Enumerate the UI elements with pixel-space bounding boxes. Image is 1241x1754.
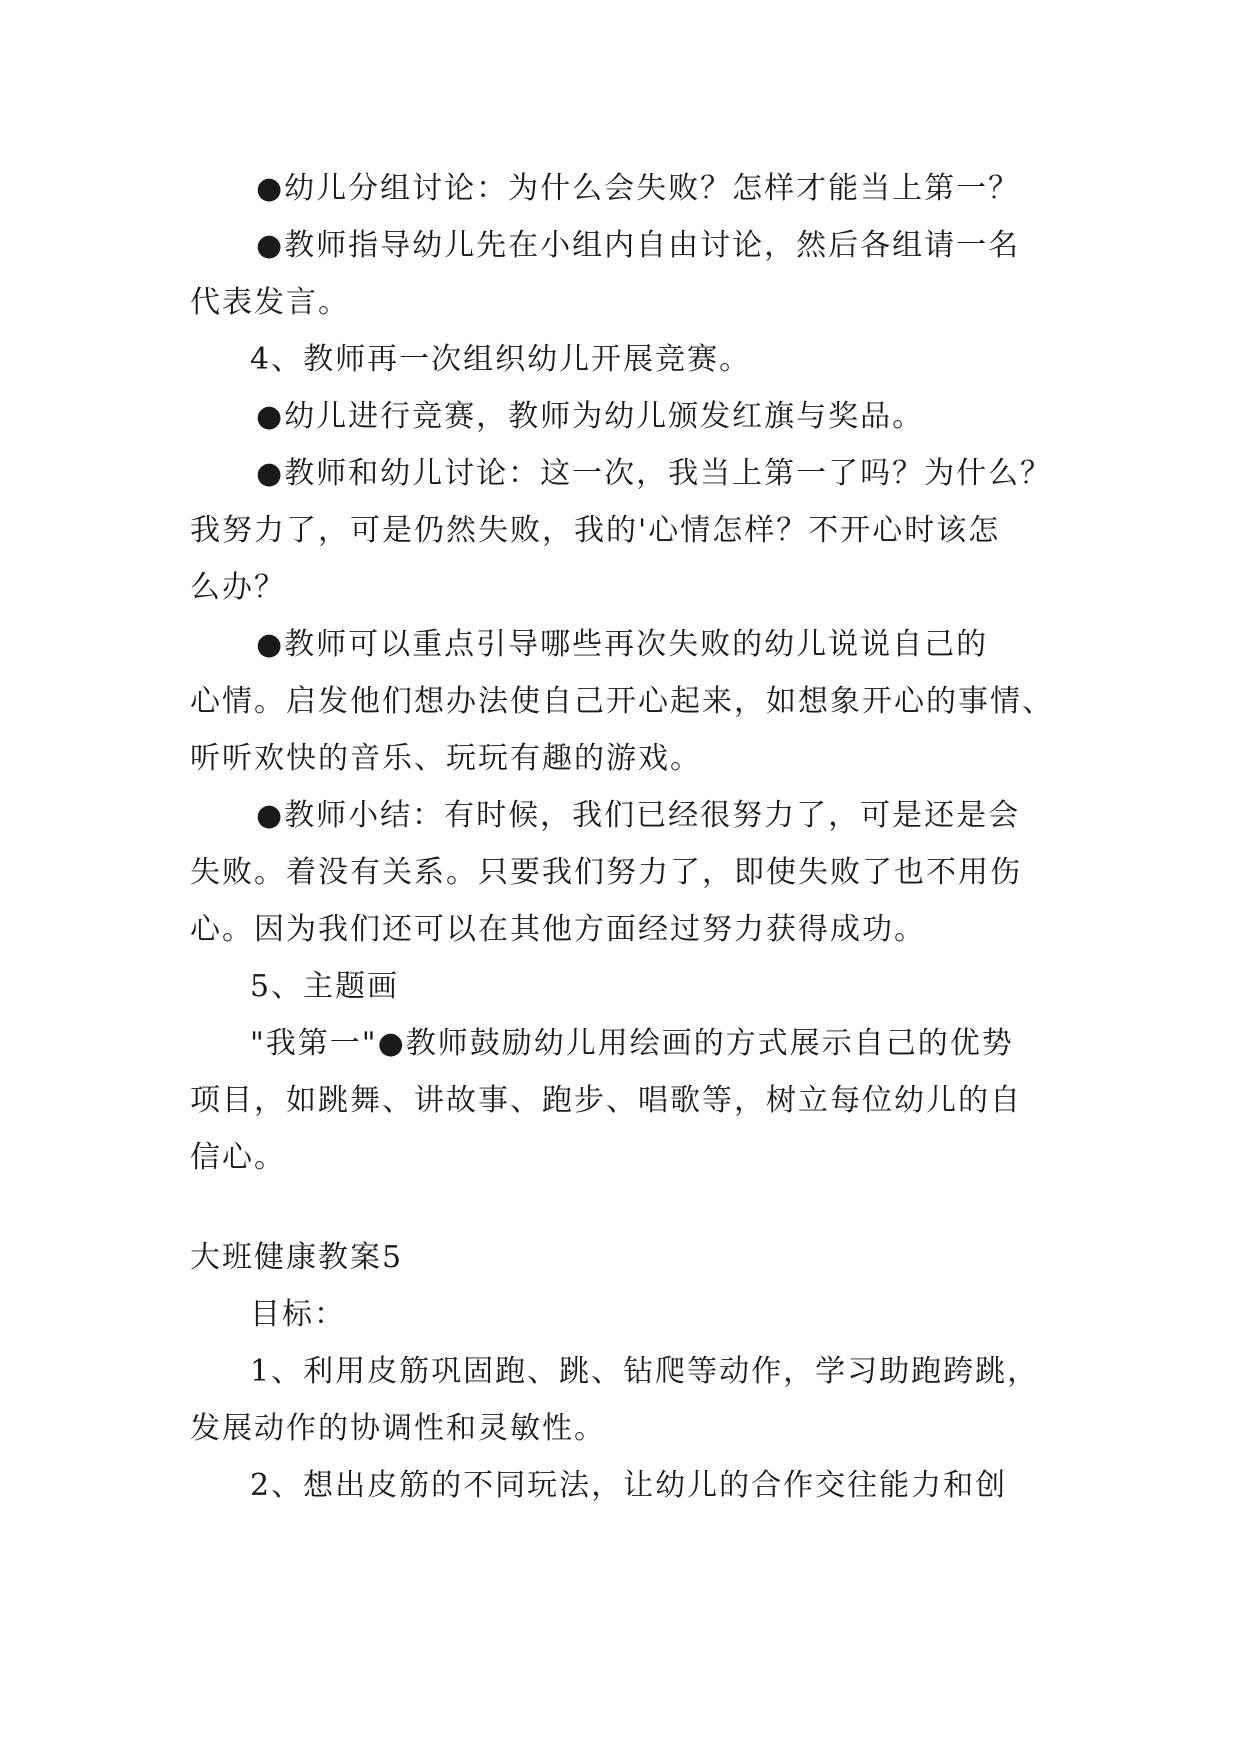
paragraph-line: ●教师小结：有时候，我们已经很努力了，可是还是会	[256, 798, 1021, 833]
paragraph-line: 目标：	[250, 1297, 346, 1332]
paragraph-line: ●教师和幼儿讨论：这一次，我当上第一了吗？为什么？	[256, 456, 1053, 491]
paragraph-line: ●幼儿进行竞赛，教师为幼儿颁发红旗与奖品。	[256, 399, 925, 434]
paragraph-line: 心情。启发他们想办法使自己开心起来，如想象开心的事情、	[190, 684, 1054, 719]
document-page	[190, 160, 1060, 1514]
paragraph-line: 我努力了，可是仍然失败，我的'心情怎样？不开心时该怎	[190, 513, 1001, 548]
paragraph-line: ●教师可以重点引导哪些再次失败的幼儿说说自己的	[256, 627, 989, 662]
paragraph-line: 心。因为我们还可以在其他方面经过努力获得成功。	[190, 912, 926, 947]
paragraph-line: 5、主题画	[250, 969, 400, 1004]
paragraph-line: 么办？	[190, 570, 286, 605]
paragraph-line: 代表发言。	[190, 285, 350, 320]
paragraph-line: 发展动作的协调性和灵敏性。	[190, 1411, 606, 1446]
paragraph-line: "我第一"●教师鼓励幼儿用绘画的方式展示自己的优势	[250, 1026, 1014, 1061]
section-gap	[190, 1186, 1060, 1229]
paragraph-line: 2、想出皮筋的不同玩法，让幼儿的合作交往能力和创	[250, 1468, 1008, 1503]
paragraph-line: 失败。着没有关系。只要我们努力了，即使失败了也不用伤	[190, 855, 1022, 890]
paragraph-line: 4、教师再一次组织幼儿开展竞赛。	[250, 342, 752, 377]
paragraph-line: 信心。	[190, 1140, 286, 1175]
paragraph-line: 1、利用皮筋巩固跑、跳、钻爬等动作，学习助跑跨跳，	[250, 1354, 1040, 1389]
paragraph-line: 项目，如跳舞、讲故事、跑步、唱歌等，树立每位幼儿的自	[190, 1083, 1022, 1118]
paragraph-line: ●幼儿分组讨论：为什么会失败？怎样才能当上第一？	[256, 171, 1021, 206]
paragraph-line: ●教师指导幼儿先在小组内自由讨论，然后各组请一名	[256, 228, 1021, 263]
section-title: 大班健康教案5	[190, 1240, 404, 1275]
paragraph-line: 听听欢快的音乐、玩玩有趣的游戏。	[190, 741, 702, 776]
